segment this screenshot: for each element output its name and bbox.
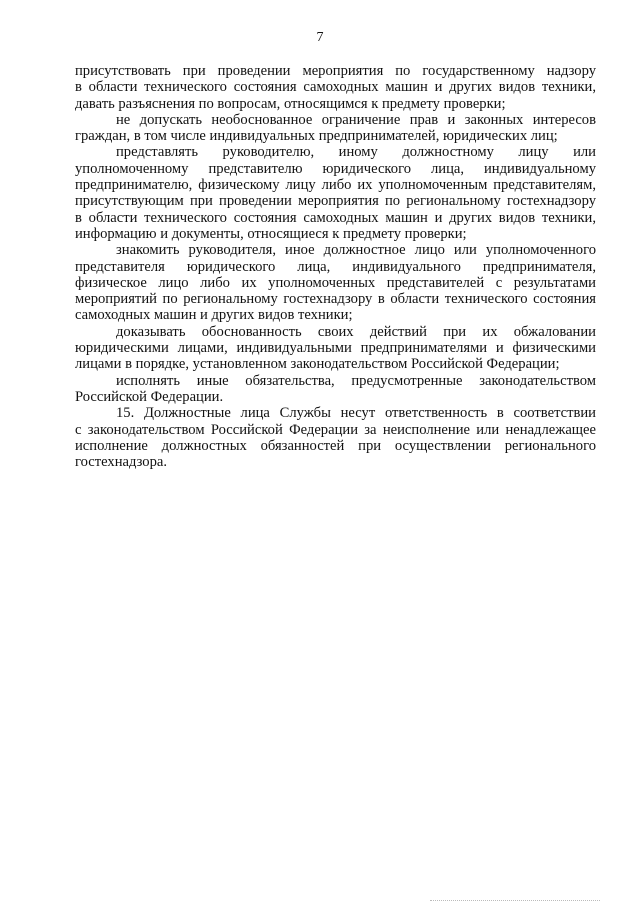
document-body (75, 63, 596, 470)
text-line: в области технического состояния самоходных машин и других видов техники, (75, 209, 596, 226)
text-line: самоходных машин и других видов техники; (75, 307, 353, 324)
text-line: юридическими лицами, индивидуальными предпринимателями и физическими (75, 340, 596, 357)
text-line: физическое лицо либо их уполномоченных представителей с результатами (75, 274, 596, 291)
text-line: граждан, в том числе индивидуальных предпринимателей, юридических лиц; (75, 128, 558, 145)
text-line: 15. Должностные лица Службы несут ответственность в соответствии (116, 405, 596, 422)
paragraph (75, 144, 596, 242)
text-line: уполномоченному представителю юридического лица, индивидуальному (75, 160, 596, 177)
text-line: в области технического состояния самоходных машин и других видов техники, (75, 79, 596, 96)
text-line: Российской Федерации. (75, 388, 224, 405)
text-line: мероприятий по региональному гостехнадзору в области технического состояния (75, 291, 596, 308)
paragraph (75, 112, 596, 145)
paragraph (75, 405, 596, 470)
text-line: лицами в порядке, установленном законодательством Российской Федерации; (75, 356, 560, 373)
scan-edge-mark (430, 900, 600, 901)
text-line: представителя юридического лица, индивидуального предпринимателя, (75, 258, 596, 275)
paragraph (75, 373, 596, 406)
text-line: с законодательством Российской Федерации за неисполнение или ненадлежащее (75, 421, 596, 438)
text-line: знакомить руководителя, иное должностное лицо или уполномоченного (116, 242, 596, 259)
paragraph (75, 63, 596, 112)
paragraph (75, 242, 596, 323)
text-line: не допускать необоснованное ограничение прав и законных интересов (116, 111, 596, 128)
text-line: предпринимателю, физическому лицу либо их уполномоченным представителям, (75, 177, 596, 194)
text-line: доказывать обоснованность своих действий при их обжаловании (116, 323, 596, 340)
paragraph (75, 324, 596, 373)
text-line: исполнять иные обязательства, предусмотренные законодательством (116, 372, 596, 389)
text-line: представлять руководителю, иному должностному лицу или (116, 144, 596, 161)
text-line: гостехнадзора. (75, 454, 168, 471)
text-line: исполнение должностных обязанностей при осуществлении регионального (75, 437, 596, 454)
page-number: 7 (316, 30, 324, 45)
text-line: присутствующим при проведении мероприятия по региональному гостехнадзору (75, 193, 596, 210)
text-line: информацию и документы, относящиеся к предмету проверки; (75, 225, 467, 242)
text-line: присутствовать при проведении мероприятия по государственному надзору (75, 63, 596, 79)
text-line: давать разъяснения по вопросам, относящимся к предмету проверки; (75, 95, 506, 112)
